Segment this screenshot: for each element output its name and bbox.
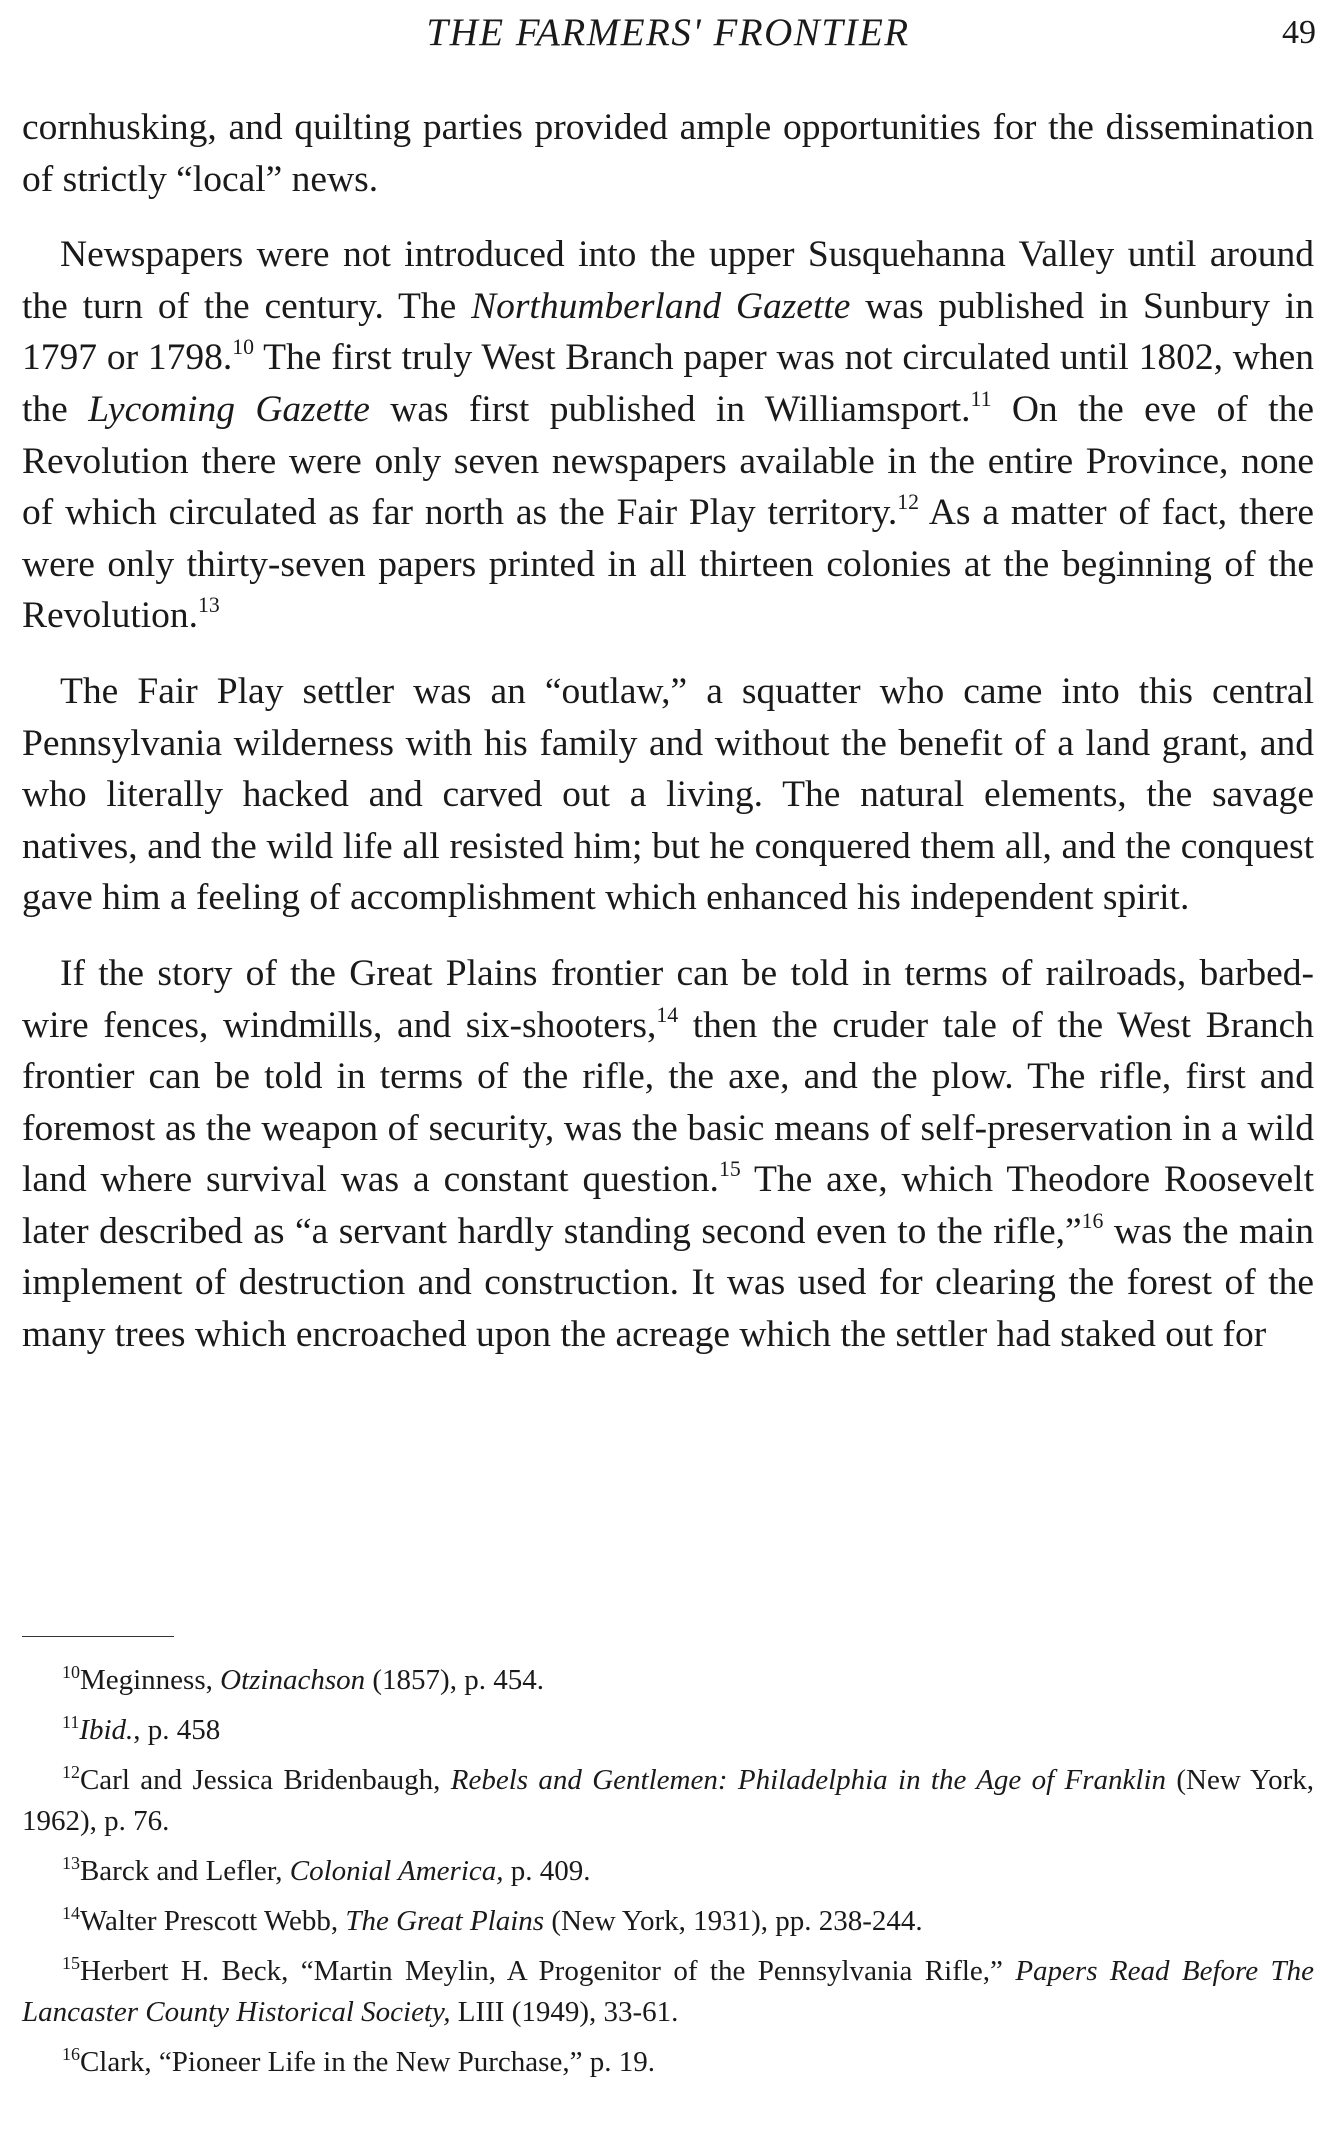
- text-run: (New York, 1962), p. 76.: [22, 1764, 1314, 1837]
- footnote: [22, 1901, 1314, 1942]
- footnote: [22, 2042, 1314, 2083]
- paragraph: [22, 229, 1314, 642]
- footnote-number: 14: [62, 1902, 80, 1923]
- footnote-number: 15: [62, 1952, 80, 1973]
- text-run: was first published in Williamsport.: [369, 388, 971, 430]
- text-run: Meginness,: [79, 1664, 221, 1696]
- text-run: , p. 458: [133, 1714, 221, 1746]
- text-run: cornhusking, and quilting parties provided ample opportunities for the dissemination of strictly “local” news.: [22, 107, 1314, 200]
- italic-text: Northumberland Gazette: [471, 285, 851, 327]
- footnote-number: 11: [62, 1711, 80, 1732]
- footnote: [22, 1710, 1314, 1751]
- italic-text: Rebels and Gentlemen: Philadelphia in the Age of Franklin: [450, 1764, 1167, 1796]
- text-run: Newspapers were not introduced into the upper Susquehanna Valley until around the turn of the century. The: [22, 234, 1314, 327]
- italic-text: Ibid.: [79, 1714, 134, 1746]
- text-run: As a matter of fact, there were only thirty-seven papers printed in all thirteen colonies at the beginning of the Revolution.: [22, 492, 1314, 637]
- footnote: [22, 1951, 1314, 2033]
- footnote: [22, 1660, 1314, 1701]
- text-run: The axe, which Theodore Roosevelt later described as “a servant hardly standing second even to the rifle,”: [22, 1159, 1314, 1252]
- page-number: 49: [1282, 14, 1316, 51]
- footnote-number: 10: [62, 1661, 80, 1682]
- footnote-rule: [22, 1636, 174, 1637]
- text-run: The Fair Play settler was an “outlaw,” a squatter who came into this central Pennsylvania wilderness with his family and without the benefit of a land grant, and who literally hacked and carved out a living. The natural elements, the savage natives, and the wild life all resisted him; but he conquered them all, and the conquest gave him a feeling of accomplishment which enhanced his independent spirit.: [22, 670, 1314, 919]
- paragraph: [22, 948, 1314, 1361]
- body-text: [22, 102, 1314, 1385]
- footnote-number: 12: [62, 1761, 80, 1782]
- footnote-ref: 12: [897, 490, 920, 515]
- footnote-ref: 11: [970, 387, 992, 412]
- running-title: THE FARMERS' FRONTIER: [426, 11, 910, 54]
- text-run: The first truly West Branch paper was not circulated until 1802, when the: [22, 337, 1314, 430]
- running-head: [20, 6, 1316, 60]
- footnote: [22, 1760, 1314, 1842]
- footnote-number: 16: [62, 2043, 80, 2064]
- footnote-ref: 15: [718, 1157, 741, 1182]
- text-run: was the main implement of destruction and construction. It was used for clearing the forest of the many trees which encroached upon the acreage which the settler had staked out for: [22, 1210, 1314, 1356]
- paragraph: [22, 102, 1314, 205]
- italic-text: Papers Read Before The Lancaster County Historical Society,: [22, 1955, 1315, 2028]
- text-run: (New York, 1931), pp. 238-244.: [544, 1905, 923, 1937]
- text-run: Clark, “Pioneer Life in the New Purchase,” p. 19.: [79, 2046, 655, 2078]
- text-run: Walter Prescott Webb,: [79, 1905, 346, 1937]
- footnote-ref: 16: [1081, 1209, 1104, 1234]
- text-run: Herbert H. Beck, “Martin Meylin, A Progenitor of the Pennsylvania Rifle,”: [79, 1955, 1016, 1987]
- footnotes: [22, 1660, 1314, 2092]
- text-run: Barck and Lefler,: [79, 1855, 290, 1887]
- text-run: On the eve of the Revolution there were only seven newspapers available in the entire Province, none of which circulated as far north as the Fair Play territory.: [22, 388, 1314, 534]
- footnote-ref: 10: [232, 335, 254, 360]
- text-run: Carl and Jessica Bridenbaugh,: [79, 1764, 451, 1796]
- text-run: (1857), p. 454.: [365, 1664, 544, 1696]
- footnote-ref: 14: [656, 1002, 679, 1027]
- paragraph: [22, 666, 1314, 924]
- text-run: If the story of the Great Plains frontier can be told in terms of railroads, barbed-wire fences, windmills, and six-shooters,: [22, 952, 1314, 1046]
- footnote-number: 13: [62, 1852, 80, 1873]
- text-run: LIII (1949), 33-61.: [450, 1996, 679, 2028]
- footnote: [22, 1851, 1314, 1892]
- text-run: was published in Sunbury in 1797 or 1798.: [22, 285, 1314, 379]
- italic-text: Lycoming Gazette: [88, 388, 370, 430]
- text-run: then the cruder tale of the West Branch frontier can be told in terms of the rifle, the axe, and the plow. The rifle, first and foremost as the weapon of security, was the basic means of self-preservation in a wild land where survival was a constant question.: [22, 1004, 1314, 1201]
- italic-text: The Great Plains: [345, 1905, 545, 1937]
- italic-text: Colonial America,: [289, 1855, 504, 1887]
- footnote-ref: 13: [198, 593, 220, 618]
- text-run: p. 409.: [503, 1855, 591, 1887]
- italic-text: Otzinachson: [220, 1664, 366, 1696]
